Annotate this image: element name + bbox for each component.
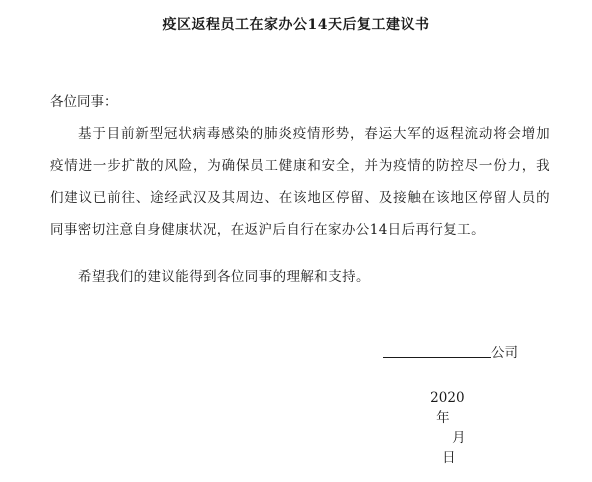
date-row: [413, 374, 466, 482]
greeting: 各位同事：: [50, 94, 118, 110]
document-title: 疫区返程员工在家办公14天后复工建议书: [162, 17, 430, 33]
date-year-unit: 年: [436, 410, 450, 426]
company-name-blank-line: [383, 357, 491, 358]
date-month-unit: 月: [452, 430, 466, 446]
date-year: 2020: [430, 390, 465, 406]
company-suffix: 公司: [491, 345, 518, 361]
date-day-unit: 日: [442, 450, 456, 466]
body-paragraph-1: 基于目前新型冠状病毒感染的肺炎疫情形势，春运大军的返程流动将会增加疫情进一步扩散的风险，为确保员工健康和安全，并为疫情的防控尽一份力，我们建议已前往、途经武汉及其周边、在该地区停留、及接触在该地区停留人员的同事密切注意自身健康状况，在返沪后自行在家办公14日后再行复工。: [50, 126, 550, 238]
body-paragraph-2: 希望我们的建议能得到各位同事的理解和支持。: [78, 269, 370, 285]
signature-row: [383, 341, 518, 361]
